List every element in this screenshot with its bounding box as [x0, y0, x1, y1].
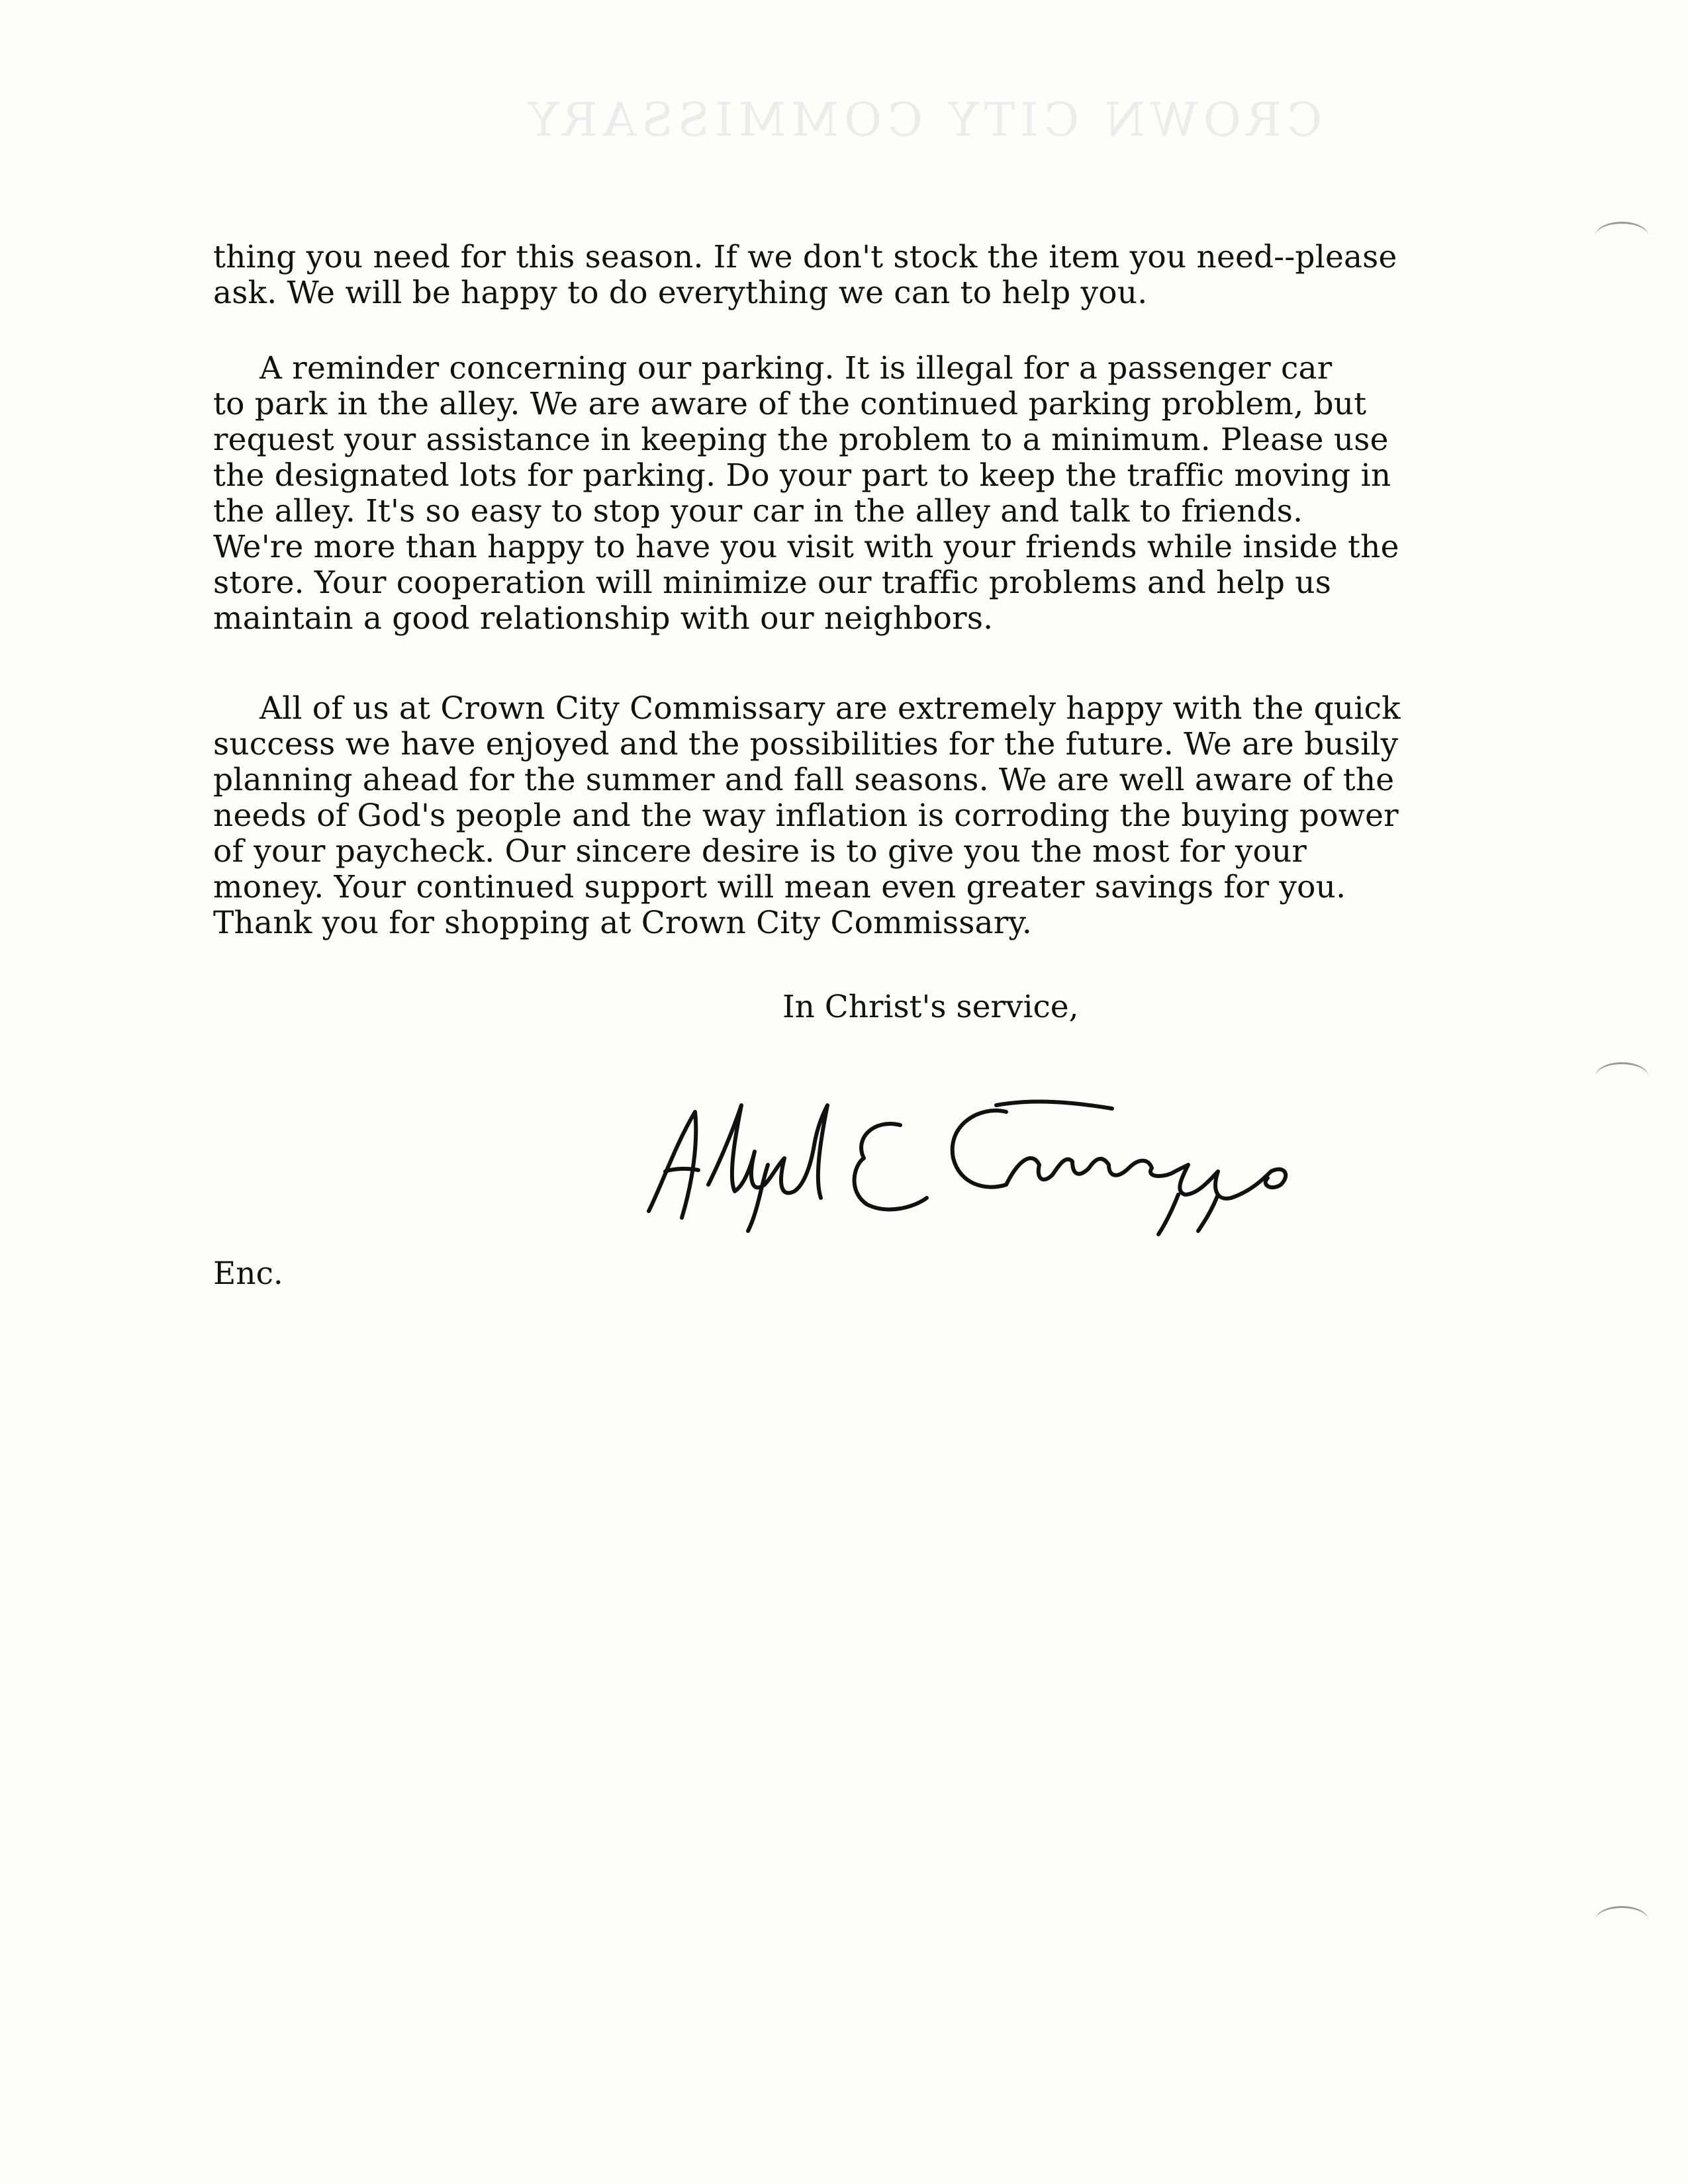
paragraph-3-line: money. Your continued support will mean even greater savings for you.: [213, 869, 1346, 905]
paragraph-3-line: success we have enjoyed and the possibilities for the future. We are busily: [213, 726, 1399, 762]
paragraph-2-line: A reminder concerning our parking. It is illegal for a passenger car: [259, 350, 1333, 387]
binder-hole: [1595, 1062, 1648, 1091]
paragraph-3-line: planning ahead for the summer and fall seasons. We are well aware of the: [213, 762, 1395, 798]
paragraph-3-line: Thank you for shopping at Crown City Commissary.: [213, 905, 1033, 941]
paragraph-3-line: All of us at Crown City Commissary are extremely happy with the quick: [259, 690, 1401, 727]
paragraph-1-line: thing you need for this season. If we don't stock the item you need--please: [213, 239, 1397, 275]
paragraph-2-line: request your assistance in keeping the problem to a minimum. Please use: [213, 422, 1389, 458]
enclosure-note: Enc.: [213, 1255, 283, 1292]
paragraph-3-line: needs of God's people and the way inflation is corroding the buying power: [213, 797, 1399, 834]
paragraph-2-line: to park in the alley. We are aware of the continued parking problem, but: [213, 386, 1367, 422]
paragraph-3-line: of your paycheck. Our sincere desire is to give you the most for your: [213, 833, 1307, 870]
binder-hole: [1595, 1906, 1648, 1934]
handwritten-signature: [635, 1085, 1297, 1238]
paragraph-3: [213, 691, 1484, 941]
paragraph-2-line: store. Your cooperation will minimize our traffic problems and help us: [213, 565, 1332, 601]
paragraph-1-line: ask. We will be happy to do everything we can to help you.: [213, 275, 1148, 311]
paragraph-2: [213, 351, 1484, 637]
paragraph-2-line: the designated lots for parking. Do your part to keep the traffic moving in: [213, 457, 1391, 494]
closing-salutation: In Christ's service,: [782, 989, 1079, 1025]
paragraph-2-line: the alley. It's so easy to stop your car in the alley and talk to friends.: [213, 493, 1303, 529]
bleed-through-letterhead: CROWN CITY COMMISSARY: [523, 93, 1323, 147]
paragraph-2-line: We're more than happy to have you visit with your friends while inside the: [213, 529, 1399, 565]
binder-hole: [1595, 222, 1648, 250]
paragraph-1: [213, 240, 1484, 311]
paragraph-2-line: maintain a good relationship with our neighbors.: [213, 600, 994, 637]
